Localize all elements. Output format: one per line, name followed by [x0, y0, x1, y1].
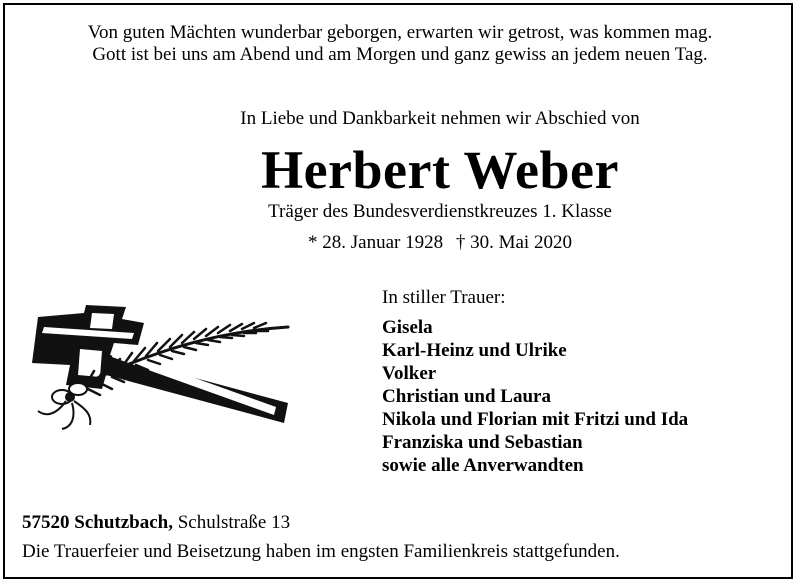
mourners-list	[382, 316, 688, 477]
life-dates	[0, 232, 800, 254]
address-city: 57520 Schutzbach,	[22, 512, 173, 533]
cross-with-palm-branch-icon	[26, 305, 296, 435]
list-item: Nikola und Florian mit Fritzi und Ida	[382, 409, 689, 430]
list-item: Gisela	[382, 317, 433, 338]
address-street: Schulstraße 13	[177, 512, 291, 533]
address-line	[22, 512, 290, 534]
birth-date: * 28. Januar 1928	[308, 232, 444, 253]
poem-line-2: Gott ist bei uns am Abend und am Morgen und ganz gewiss an jedem neuen Tag.	[92, 44, 708, 65]
list-item: Christian und Laura	[382, 386, 551, 407]
list-item: sowie alle Anverwandten	[382, 455, 584, 476]
list-item: Franziska und Sebastian	[382, 432, 583, 453]
deceased-name: Herbert Weber	[261, 140, 619, 200]
award-line: Träger des Bundesverdienstkreuzes 1. Klasse	[268, 201, 612, 222]
list-item: Karl-Heinz und Ulrike	[382, 340, 567, 361]
death-date: † 30. Mai 2020	[455, 232, 572, 253]
list-item: Volker	[382, 363, 437, 384]
mourning-label: In stiller Trauer:	[382, 287, 506, 308]
funeral-note: Die Trauerfeier und Beisetzung haben im engsten Familienkreis stattgefunden.	[22, 541, 620, 562]
poem-line-1: Von guten Mächten wunderbar geborgen, erwarten wir getrost, was kommen mag.	[87, 22, 713, 43]
farewell-intro: In Liebe und Dankbarkeit nehmen wir Abschied von	[240, 108, 640, 129]
